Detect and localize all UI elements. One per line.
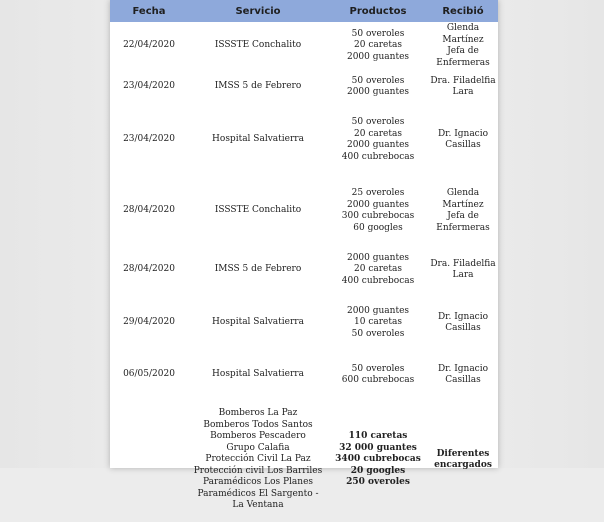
table-header — [110, 0, 498, 22]
cell-productos-line: 25 overoles — [351, 188, 405, 198]
cell-productos-line: 20 caretas — [354, 40, 402, 51]
header-recibio: Recibió — [442, 5, 484, 17]
cell-servicio-line: Bomberos Pescadero — [210, 431, 306, 442]
table-row — [110, 246, 498, 294]
cell-productos-line: 3400 cubrebocas — [335, 454, 421, 465]
cell-productos-line: 10 caretas — [354, 317, 402, 328]
cell-productos — [328, 246, 428, 294]
table-body — [110, 22, 498, 522]
cell-fecha — [110, 22, 188, 70]
cell-recibio-line: Dra. Filadelfia Lara — [430, 75, 496, 97]
cell-productos — [328, 398, 428, 522]
cell-productos-line: 20 caretas — [354, 264, 402, 275]
table-row — [110, 70, 498, 104]
table-row — [110, 176, 498, 246]
cell-recibio — [428, 22, 498, 70]
cell-servicio-line: Hospital Salvatierra — [212, 134, 304, 145]
table-row — [110, 294, 498, 352]
cell-productos-line: 250 overoles — [346, 477, 410, 488]
cell-fecha — [110, 246, 188, 294]
cell-servicio — [188, 70, 328, 104]
cell-servicio-line: ISSSTE Conchalito — [214, 205, 302, 216]
cell-servicio — [188, 246, 328, 294]
cell-servicio-line: IMSS 5 de Febrero — [214, 264, 302, 275]
cell-servicio-line: Hospital Salvatierra — [212, 369, 304, 380]
cell-servicio — [188, 176, 328, 246]
cell-recibio-line: Glenda Martínez — [442, 23, 484, 45]
cell-servicio — [188, 104, 328, 176]
cell-productos — [328, 70, 428, 104]
cell-productos-line: 20 googles — [350, 465, 406, 476]
cell-productos-line: 300 cubrebocas — [341, 211, 415, 221]
cell-productos-line: 60 googles — [353, 222, 403, 233]
cell-productos-line: 50 overoles — [351, 328, 405, 339]
cell-productos-line: 32 000 guantes — [339, 442, 417, 453]
cell-recibio-line: Jefa de Enfermeras — [436, 46, 490, 68]
cell-productos-line: 50 overoles — [351, 363, 405, 374]
cell-productos-line: 2000 guantes — [346, 140, 410, 150]
cell-servicio-line: La Ventana — [232, 500, 284, 511]
cell-fecha-line: 23/04/2020 — [123, 134, 175, 145]
cell-recibio-line: Dra. Filadelfia Lara — [430, 258, 496, 280]
cell-productos — [328, 104, 428, 176]
table-row — [110, 398, 498, 522]
cell-recibio-line: Jefa de Enfermeras — [436, 211, 490, 233]
cell-recibio — [428, 176, 498, 246]
cell-fecha-line: 06/05/2020 — [123, 369, 175, 380]
cell-fecha-line: 22/04/2020 — [123, 40, 175, 51]
table-row — [110, 104, 498, 176]
cell-recibio-line: Dr. Ignacio Casillas — [437, 311, 489, 333]
cell-productos-line: 2000 guantes — [346, 87, 410, 97]
cell-productos — [328, 22, 428, 70]
cell-productos-line: 50 overoles — [351, 117, 405, 127]
cell-servicio — [188, 398, 328, 522]
header-servicio: Servicio — [235, 5, 281, 17]
cell-servicio-line: IMSS 5 de Febrero — [214, 81, 302, 92]
table-row — [110, 352, 498, 398]
cell-recibio — [428, 246, 498, 294]
cell-recibio — [428, 104, 498, 176]
cell-productos-line: 400 cubrebocas — [341, 275, 415, 286]
cell-servicio-line: Grupo Calafia — [226, 442, 290, 453]
cell-fecha-line: 28/04/2020 — [123, 264, 175, 275]
cell-servicio-line: Paramédicos Los Planes — [202, 477, 314, 488]
cell-fecha — [110, 70, 188, 104]
cell-productos — [328, 294, 428, 352]
cell-fecha — [110, 176, 188, 246]
header-productos: Productos — [349, 5, 407, 17]
cell-productos-line: 600 cubrebocas — [341, 375, 415, 385]
cell-productos-line: 2000 guantes — [346, 252, 410, 263]
cell-fecha-line: 23/04/2020 — [123, 81, 175, 92]
cell-servicio — [188, 352, 328, 398]
cell-productos — [328, 176, 428, 246]
table-row — [110, 22, 498, 70]
cell-servicio — [188, 294, 328, 352]
cell-servicio-line: Paramédicos El Sargento - — [197, 488, 319, 499]
cell-servicio-line: Protección Civil La Paz — [205, 454, 311, 465]
cell-recibio-line: Diferentes — [436, 448, 490, 459]
cell-recibio-line: Dr. Ignacio Casillas — [437, 363, 489, 385]
cell-recibio-line: encargados — [434, 460, 492, 470]
cell-recibio — [428, 398, 498, 522]
cell-servicio-line: Hospital Salvatierra — [212, 317, 304, 328]
cell-servicio-line: Protección civil Los Barriles — [193, 465, 323, 476]
cell-productos-line: 50 overoles — [351, 75, 405, 86]
cell-servicio-line: ISSSTE Conchalito — [214, 40, 302, 51]
cell-productos-line: 2000 guantes — [346, 305, 410, 316]
cell-productos-line: 50 overoles — [351, 28, 405, 39]
cell-fecha — [110, 352, 188, 398]
cell-productos-line: 20 caretas — [354, 128, 402, 139]
cell-productos-line: 110 caretas — [348, 431, 408, 442]
cell-recibio — [428, 352, 498, 398]
cell-recibio — [428, 294, 498, 352]
cell-productos-line: 400 cubrebocas — [341, 151, 415, 162]
cell-fecha-line: 29/04/2020 — [123, 317, 175, 328]
cell-recibio — [428, 70, 498, 104]
cell-productos-line: 2000 guantes — [346, 199, 410, 210]
cell-fecha-line: 28/04/2020 — [123, 205, 175, 216]
cell-productos-line: 2000 guantes — [346, 51, 410, 62]
document-page — [110, 0, 498, 511]
cell-recibio-line: Glenda Martínez — [442, 188, 484, 210]
header-fecha: Fecha — [132, 5, 166, 17]
cell-servicio-line: Bomberos Todos Santos — [203, 419, 313, 430]
cell-fecha — [110, 104, 188, 176]
cell-productos — [328, 352, 428, 398]
cell-fecha — [110, 294, 188, 352]
cell-servicio — [188, 22, 328, 70]
cell-recibio-line: Dr. Ignacio Casillas — [437, 128, 489, 150]
cell-servicio-line: Bomberos La Paz — [218, 408, 298, 419]
cell-fecha — [110, 398, 188, 522]
